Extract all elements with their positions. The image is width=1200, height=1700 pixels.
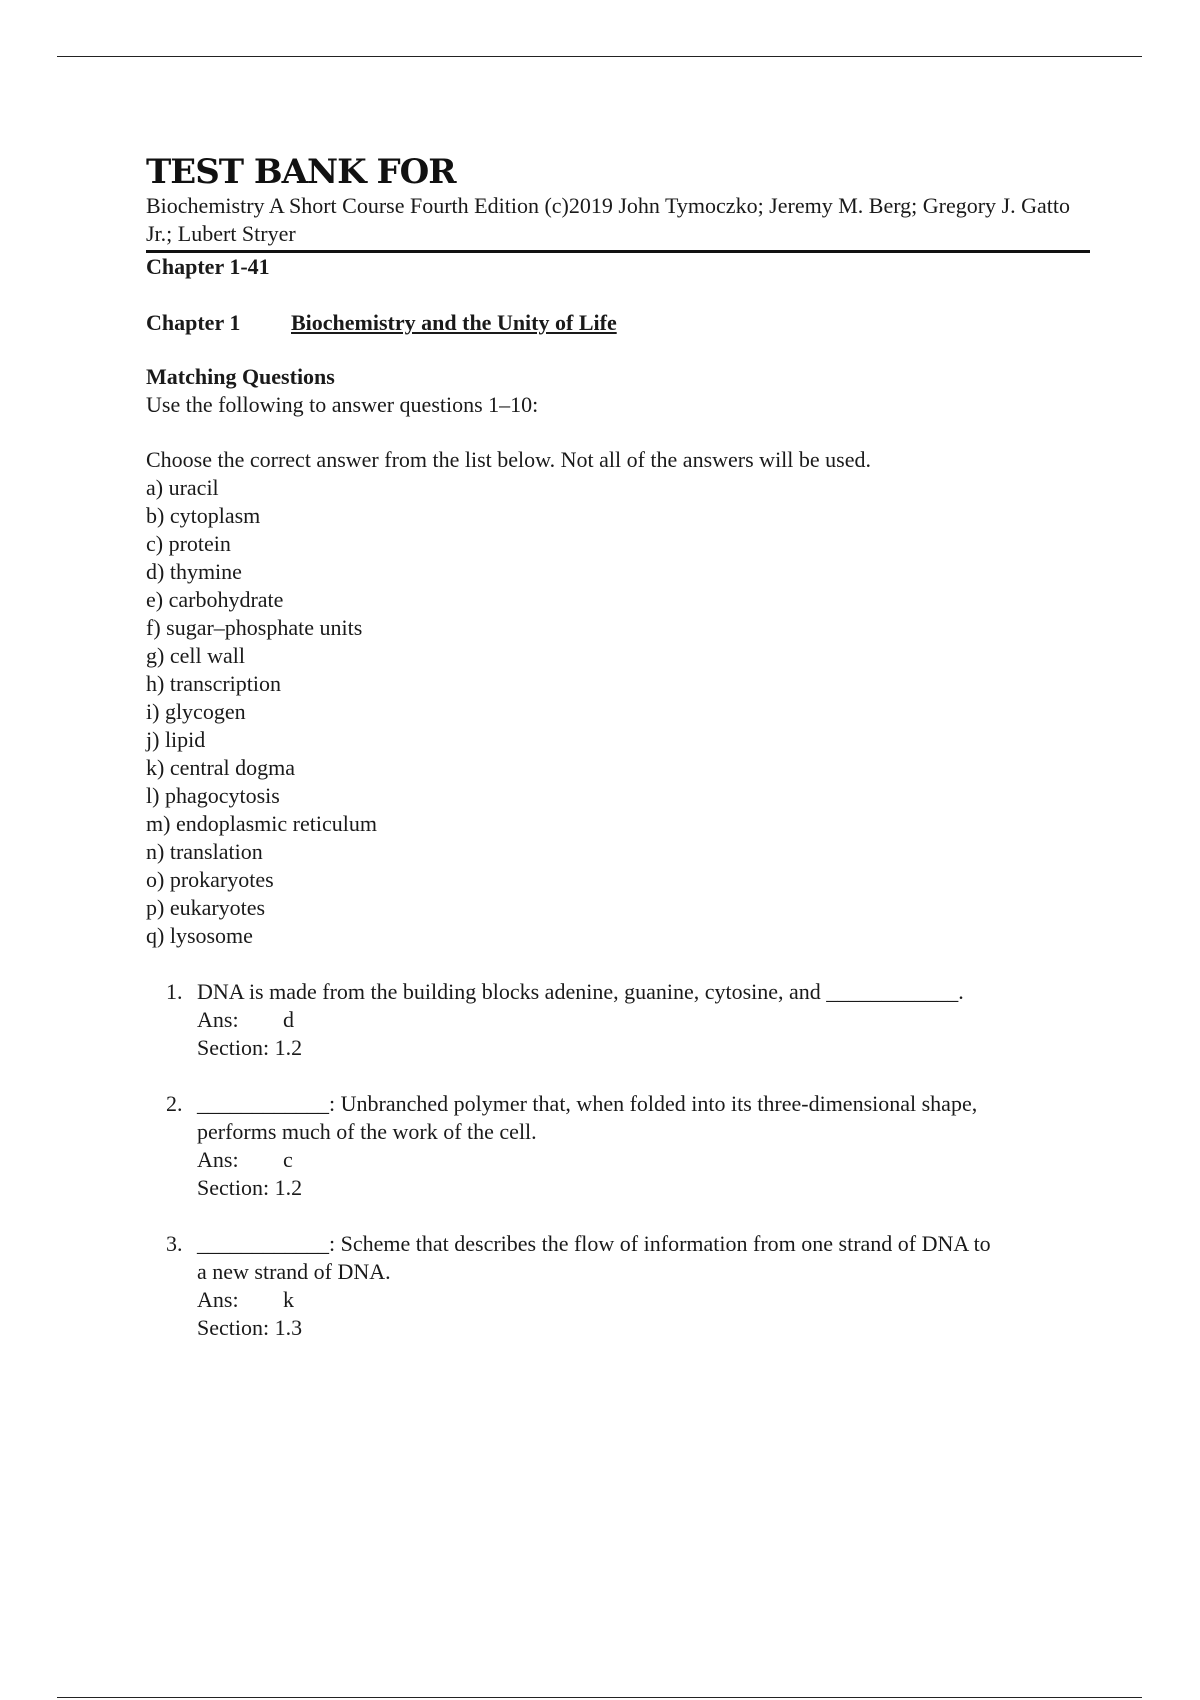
question-number: 2. bbox=[166, 1091, 183, 1116]
answer-value: k bbox=[283, 1287, 294, 1312]
answer-option: h) transcription bbox=[146, 671, 282, 696]
answer-line bbox=[197, 1006, 1090, 1034]
choose-prompt: Choose the correct answer from the list below. Not all of the answers will be used. bbox=[146, 447, 871, 472]
answer-option: a) uracil bbox=[146, 475, 219, 500]
answer-option: p) eukaryotes bbox=[146, 895, 266, 920]
answer-option: c) protein bbox=[146, 531, 231, 556]
book-subtitle: Biochemistry A Short Course Fourth Edition (c)2019 John Tymoczko; Jeremy M. Berg; Gregory J. Gatto Jr.; Lubert Stryer bbox=[146, 193, 1070, 246]
answer-options-list bbox=[146, 474, 1090, 950]
question-text: ____________: Unbranched polymer that, when folded into its three-dimensional shape, performs much of the work of the cell. bbox=[197, 1091, 978, 1144]
questions-list bbox=[146, 978, 1090, 1342]
section-reference: Section: 1.2 bbox=[197, 1035, 303, 1060]
answer-option: m) endoplasmic reticulum bbox=[146, 811, 377, 836]
answer-option: e) carbohydrate bbox=[146, 587, 284, 612]
answer-option: b) cytoplasm bbox=[146, 503, 261, 528]
question-text: ____________: Scheme that describes the flow of information from one strand of DNA to a new strand of DNA. bbox=[197, 1231, 991, 1284]
answer-option: n) translation bbox=[146, 839, 263, 864]
answer-option: l) phagocytosis bbox=[146, 783, 280, 808]
document-page bbox=[146, 152, 1090, 1370]
answer-option: g) cell wall bbox=[146, 643, 245, 668]
question-item bbox=[146, 1230, 1090, 1342]
question-item bbox=[146, 1090, 1090, 1202]
answer-label: Ans: bbox=[197, 1287, 239, 1312]
question-number: 3. bbox=[166, 1231, 183, 1256]
section-heading: Matching Questions bbox=[146, 364, 335, 389]
chapter-title: Biochemistry and the Unity of Life bbox=[291, 310, 617, 335]
question-number: 1. bbox=[166, 979, 183, 1004]
answer-option: d) thymine bbox=[146, 559, 242, 584]
instructions-text: Use the following to answer questions 1–10: bbox=[146, 392, 539, 417]
chapter-number: Chapter 1 bbox=[146, 310, 241, 335]
answer-option: f) sugar–phosphate units bbox=[146, 615, 363, 640]
answer-value: d bbox=[283, 1007, 294, 1032]
answer-line bbox=[197, 1146, 1090, 1174]
answer-label: Ans: bbox=[197, 1147, 239, 1172]
answer-option: o) prokaryotes bbox=[146, 867, 274, 892]
chapter-heading bbox=[146, 309, 1090, 337]
answer-label: Ans: bbox=[197, 1007, 239, 1032]
question-text: DNA is made from the building blocks adenine, guanine, cytosine, and ____________. bbox=[197, 979, 964, 1004]
answer-option: q) lysosome bbox=[146, 923, 253, 948]
chapters-range: Chapter 1-41 bbox=[146, 254, 270, 279]
question-item bbox=[146, 978, 1090, 1062]
answer-option: k) central dogma bbox=[146, 755, 296, 780]
answer-line bbox=[197, 1286, 1090, 1314]
answer-option: i) glycogen bbox=[146, 699, 246, 724]
document-title: TEST BANK FOR bbox=[146, 152, 456, 192]
section-reference: Section: 1.3 bbox=[197, 1315, 303, 1340]
bottom-rule bbox=[57, 1697, 1142, 1698]
answer-option: j) lipid bbox=[146, 727, 206, 752]
answer-value: c bbox=[283, 1147, 293, 1172]
section-reference: Section: 1.2 bbox=[197, 1175, 303, 1200]
top-rule bbox=[57, 56, 1142, 57]
